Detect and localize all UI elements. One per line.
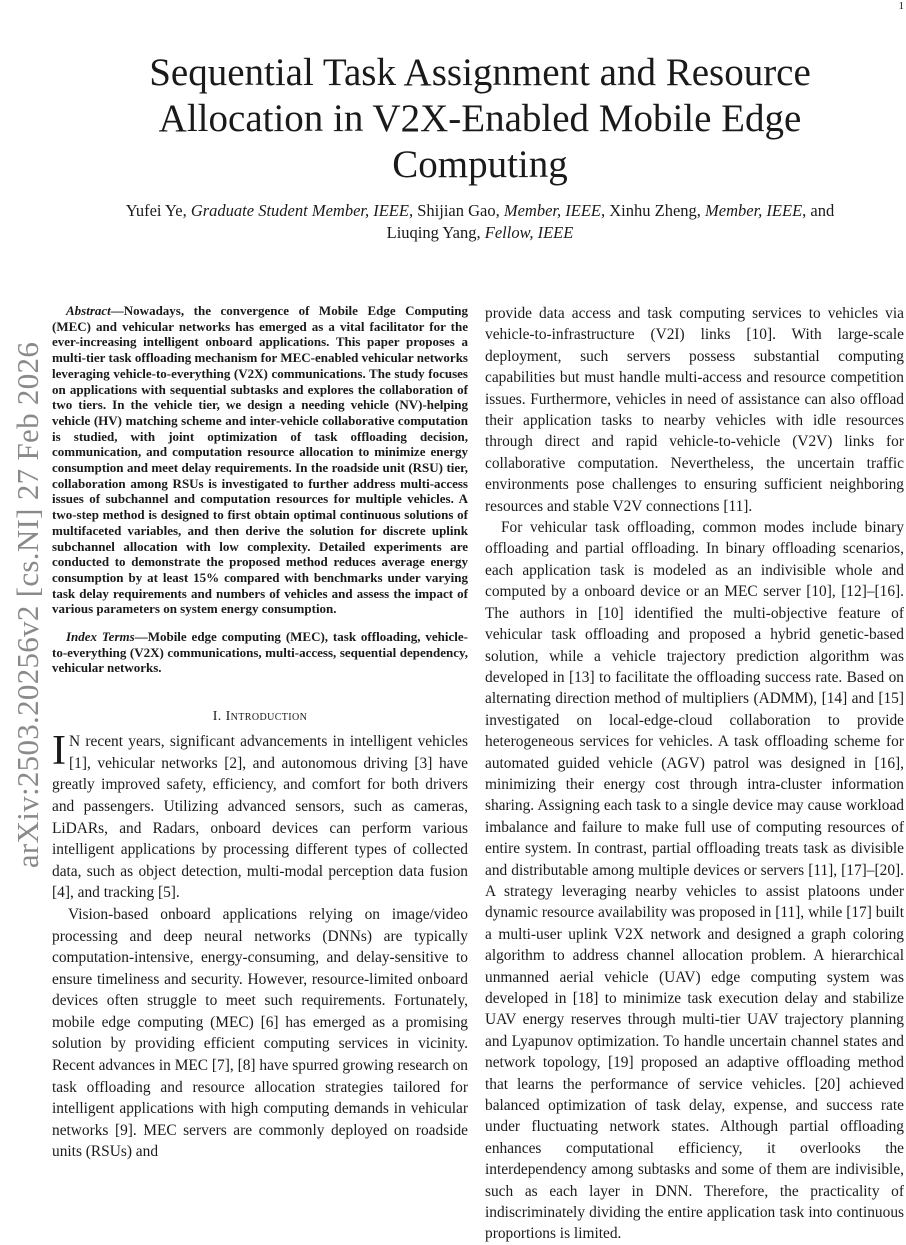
intro-paragraph-3: provide data access and task computing services to vehicles via vehicle-to-infrastructure (V2I) links [10]. With large-scale deployment, such servers possess substantial computing capabilities but must handle multi-access and resource competition issues. Furthermore, vehicles in need of assistance can also offload their application tasks to nearby vehicles with idle resources through direct and rapid vehicle-to-vehicle (V2V) links for collaborative computation. Nevertheless, the uncertain traffic environments pose challenges to ensuring sufficient neighboring resources and stable V2V connections [11]. <box>485 305 904 515</box>
author-affiliation: Fellow, IEEE <box>484 223 574 242</box>
intro-paragraph-4: For vehicular task offloading, common modes include binary offloading and partial offloading. In binary offloading scenarios, each application task is modeled as an indivisible whole and computed by a onboard device or an MEC server [10], [12]–[16]. The authors in [10] identified the multi-objective feature of vehicular task offloading and proposed a hybrid genetic-based solution, while a vehicle trajectory prediction algorithm was developed in [13] to facilitate the offloading success rate. Based on alternating direction method of multipliers (ADMM), [14] and [15] investigated on local-edge-cloud collaboration to provide heterogeneous services for vehicles. A task offloading scheme for automated guided vehicle (AGV) patrol was designed in [16], minimizing their energy cost through intra-cluster information sharing. Assigning each task to a single device may cause workload imbalance and failure to make full use of computing resources of entire system. In contrast, partial offloading treats task as divisible and distributable among multiple devices or servers [11], [17]–[20]. A strategy leveraging nearby vehicles to assist platoons under dynamic resource availability was proposed in [11], while [17] built a multi-user uplink V2X network and designed a graph coloring algorithm to address channel allocation problem. A hierarchical unmanned aerial vehicle (UAV) edge computing system was developed in [18] to minimize task execution delay and stabilize UAV energy reserves through multi-tier UAV trajectory planning and Lyapunov optimization. To handle uncertain channel states and network topology, [19] proposed an adaptive offloading method that learns the performance of service vehicles. [20] achieved balanced optimization of task delay, expense, and success rate under fluctuating network states. Although partial offloading enhances computational efficiency, it overlooks the interdependency among subtasks and some of them are indivisible, such as each layer in DNN. Therefore, the practicality of indiscriminately dividing the entire application task into continuous proportions is limited. <box>485 519 904 1243</box>
author-affiliation: Member, IEEE <box>705 201 803 220</box>
right-column <box>485 303 904 1245</box>
left-column <box>52 303 468 1163</box>
author-name: Xinhu Zheng, <box>609 201 706 220</box>
abstract <box>52 303 468 617</box>
author-affiliation: Member, IEEE <box>503 201 601 220</box>
author-name: Yufei Ye, <box>125 201 191 220</box>
author-list: Yufei Ye, Graduate Student Member, IEEE, Shijian Gao, Member, IEEE, Xinhu Zheng, Member, IEEE, and Liuqing Yang, Fellow, IEEE <box>125 201 835 242</box>
intro-paragraph-1: I N recent years, significant advancements in intelligent vehicles [1], vehicular networks [2], and autonomous driving [3] have greatly improved safety, efficiency, and comfort for both drivers and passengers. Utilizing advanced sensors, such as cameras, LiDARs, and Radars, onboard devices can perform various intelligent applications by processing different types of collected data, such as object detection, multi-modal perception data fusion [4], and tracking [5]. <box>52 728 468 902</box>
author-name: Liuqing Yang, <box>386 223 485 242</box>
abstract-label: Abstract <box>66 303 111 318</box>
arxiv-identifier-stamp <box>10 310 46 900</box>
paper-title: Sequential Task Assignment and Resource Allocation in V2X-Enabled Mobile Edge Computing <box>149 51 811 186</box>
section-heading-introduction: I. Introduction <box>212 709 308 725</box>
author-name: Shijian Gao, <box>417 201 504 220</box>
index-terms-label: Index Terms <box>66 629 135 645</box>
intro-paragraph-2: Vision-based onboard applications relying on image/video processing and deep neural networks (DNNs) are typically computation-intensive, energy-consuming, and delay-sensitive to ensure timeliness and security. However, resource-limited onboard devices often struggle to meet such requirements. Fortunately, mobile edge computing (MEC) [6] has emerged as a promising solution by providing efficient computing services in vicinity. Recent advances in MEC [7], [8] have spurred growing research on task offloading and resource allocation strategies tailored for intelligent applications with high computing demands in vehicular networks [9]. MEC servers are commonly deployed on roadside units (RSUs) and <box>52 905 468 1161</box>
page-number: 1 <box>898 0 904 12</box>
index-terms <box>52 629 468 676</box>
author-affiliation: Graduate Student Member, IEEE <box>190 201 409 220</box>
drop-cap: I <box>52 728 66 775</box>
arxiv-id: arXiv:2503.20256v2 [cs.NI] 27 Feb 2026 <box>10 341 45 869</box>
index-terms-text: —Mobile edge computing (MEC), task offloading, vehicle-to-everything (V2X) communications, multi-access, sequential dependency, vehicular networks. <box>52 629 468 676</box>
abstract-text: —Nowadays, the convergence of Mobile Edge Computing (MEC) and vehicular networks has emerged as a vital facilitator for the ever-increasing intelligent onboard applications. This paper proposes a multi-tier task offloading mechanism for MEC-enabled vehicular networks leveraging vehicle-to-everything (V2X) communications. The study focuses on applications with sequential subtasks and explores the collaboration of two tiers. In the vehicle tier, we design a needing vehicle (NV)-helping vehicle (HV) matching scheme and inter-vehicle collaborative computation is studied, with joint optimization of task offloading decision, communication, and computation resource allocation to minimize energy consumption and meet delay requirements. In the roadside unit (RSU) tier, collaboration among RSUs is investigated to further address multi-access issues of subchannel and computation resources for multiple vehicles. A two-step method is designed to first obtain optimal continuous solutions of multifaceted variables, and then derive the solution for discrete uplink subchannel allocation with low complexity. Detailed experiments are conducted to demonstrate the proposed method reduces average energy consumption by at least 15% compared with benchmarks under varying task delay requirements and numbers of vehicles and assess the impact of various parameters on system energy consumption. <box>52 303 468 617</box>
